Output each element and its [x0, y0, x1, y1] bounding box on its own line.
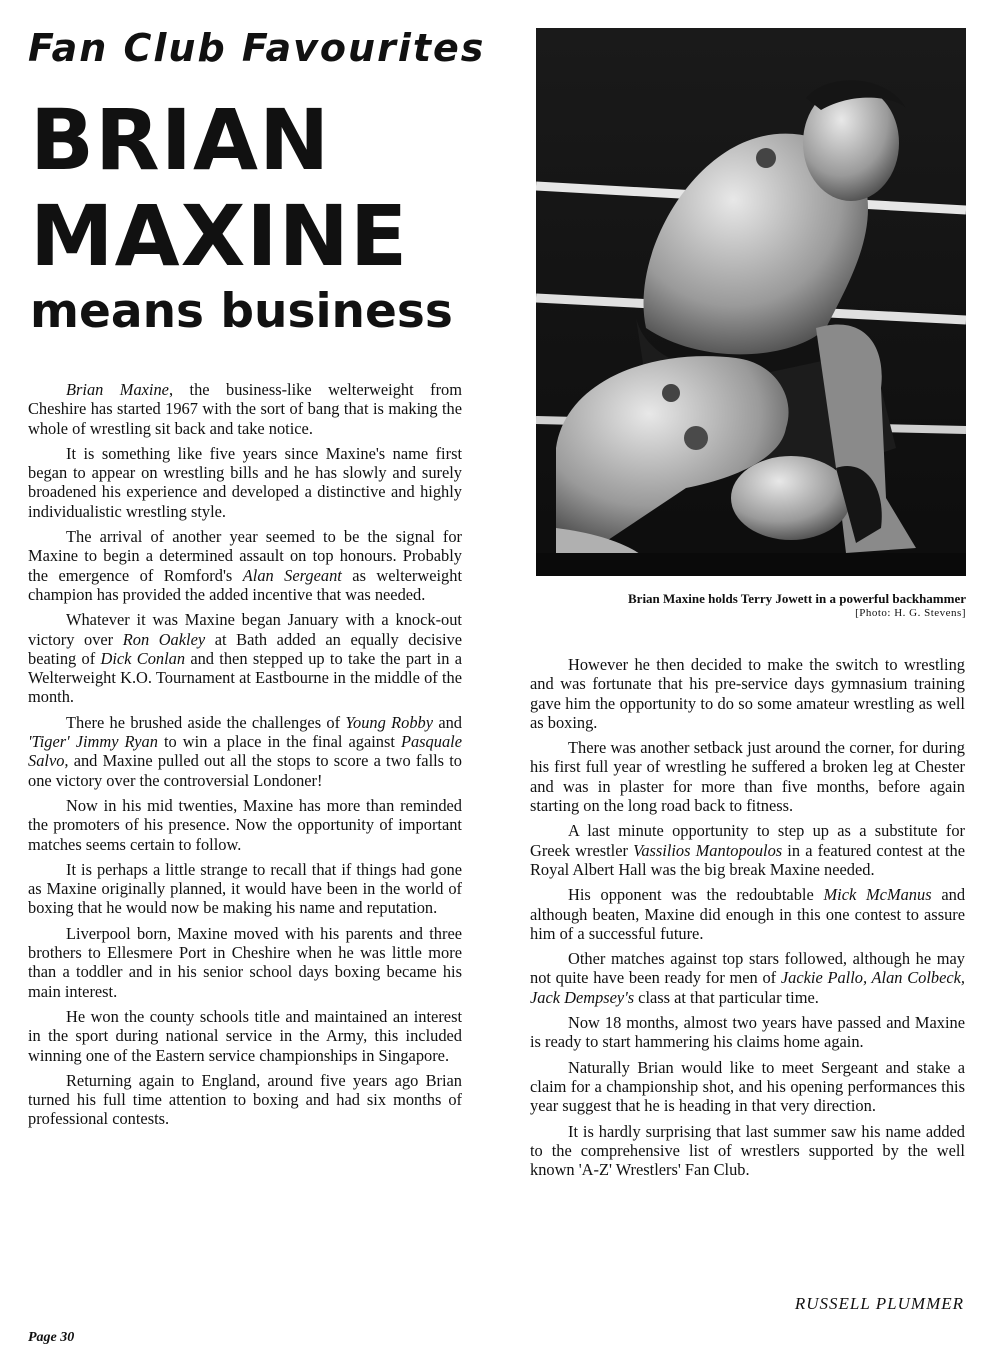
author-byline: RUSSELL PLUMMER — [794, 1294, 964, 1313]
article-column-right — [530, 655, 965, 1185]
headline-line-1: BRIAN — [30, 91, 331, 189]
paragraph: It is perhaps a little strange to recall that if things had gone as Maxine originally planned, it would have been in the world of boxing that he would now be making his name and reputation. — [28, 859, 462, 918]
paragraph: He won the county schools title and maintained an interest in the sport during national service in the Army, this included winning one of the Eastern service championships in Singapore. — [28, 1006, 462, 1065]
paragraph: There was another setback just around the corner, for during his first full year of wrestling he suffered a broken leg at Chester and was in plaster for more than five months, before again starting on the long road back to fitness. — [530, 738, 965, 816]
paragraph: Now in his mid twenties, Maxine has more than reminded the promoters of his presence. Now the opportunity of important matches seems certain to follow. — [28, 795, 462, 854]
paragraph: Brian Maxine, the business-like welterweight from Cheshire has started 1967 with the sort of bang that is making the whole of wrestling sit back and take notice. — [28, 380, 462, 438]
paragraph: The arrival of another year seemed to be the signal for Maxine to begin a determined assault on top honours. Probably the emergence of Romford's Alan Sergeant as welterweight champion has provided the added incentive that was needed. — [28, 527, 462, 604]
page-number: Page 30 — [28, 1330, 75, 1345]
kicker-title: Fan Club Favourites — [28, 26, 486, 70]
paragraph: His opponent was the redoubtable Mick McManus and although beaten, Maxine did enough in this one contest to assure him of a successful future. — [530, 885, 966, 943]
paragraph: Naturally Brian would like to meet Sergeant and stake a claim for a championship shot, and his opening performances this year suggest that he is heading in that very direction. — [530, 1057, 965, 1116]
subheadline: means business — [30, 284, 453, 339]
photo-credit: [Photo: H. G. Stevens] — [855, 607, 966, 619]
paragraph: A last minute opportunity to step up as a substitute for Greek wrestler Vassilios Mantopoulos in a featured contest at the Royal Albert Hall was the big break Maxine needed. — [530, 821, 965, 879]
paragraph: It is hardly surprising that last summer saw his name added to the comprehensive list of wrestlers supported by the well known 'A-Z' Wrestlers' Fan Club. — [530, 1121, 965, 1180]
wrestling-photo — [536, 28, 966, 576]
photo-caption — [530, 592, 966, 620]
paragraph: There he brushed aside the challenges of Young Robby and 'Tiger' Jimmy Ryan to win a place in the final against Pasquale Salvo, and Maxine pulled out all the stops to score a two falls to one victory over the controversial Londoner! — [28, 712, 462, 790]
wrestling-photo-graphic — [536, 28, 966, 576]
paragraph: Liverpool born, Maxine moved with his parents and three brothers to Ellesmere Port in Cheshire when he was little more than a toddler and in his senior school days boxing became his main interest. — [28, 923, 462, 1001]
paragraph: Returning again to England, around five years ago Brian turned his full time attention to boxing and had six months of professional contests. — [28, 1070, 462, 1129]
article-column-left — [28, 380, 462, 1135]
paragraph: However he then decided to make the switch to wrestling and was fortunate that his pre-service days gymnasium training gave him the opportunity to do so some amateur wrestling as well as boxing. — [530, 655, 965, 732]
headline — [30, 92, 500, 284]
headline-line-2: MAXINE — [30, 187, 409, 285]
caption-text: Brian Maxine holds Terry Jowett in a powerful backhammer — [628, 591, 966, 606]
paragraph: Whatever it was Maxine began January with a knock-out victory over Ron Oakley at Bath added an equally decisive beating of Dick Conlan and then stepped up to take the part in a Welterweight K.O. Tournament at Eastbourne in the middle of the month. — [28, 610, 462, 707]
paragraph: Now 18 months, almost two years have passed and Maxine is ready to start hammering his claims home again. — [530, 1013, 965, 1052]
paragraph: It is something like five years since Maxine's name first began to appear on wrestling bills and he has slowly and surely broadened his experience and developed a distinctive and highly individualistic wrestling style. — [28, 443, 462, 521]
paragraph: Other matches against top stars followed, although he may not quite have been ready for men of Jackie Pallo, Alan Colbeck, Jack Dempsey's class at that particular time. — [530, 949, 965, 1007]
